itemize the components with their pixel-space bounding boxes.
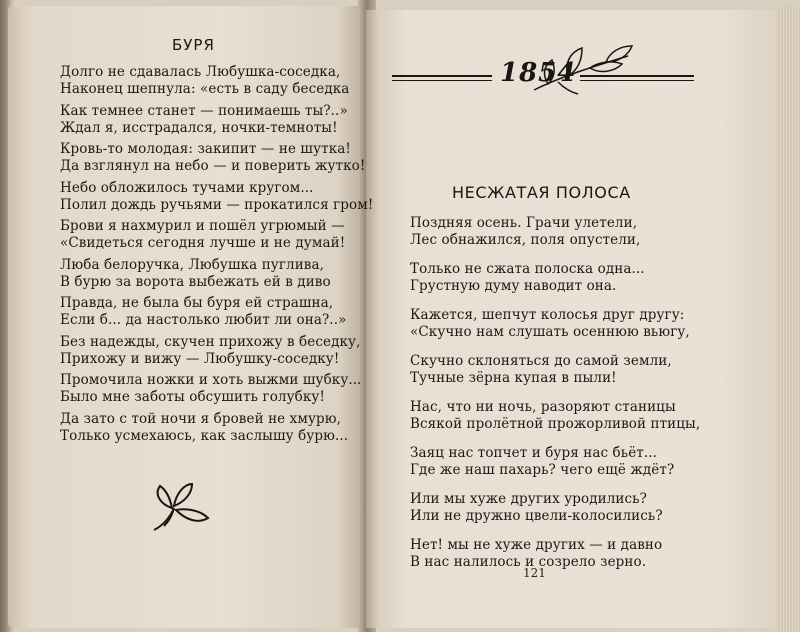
stanza bbox=[60, 257, 331, 291]
stanza bbox=[410, 215, 640, 249]
stanza bbox=[60, 141, 365, 175]
stanza bbox=[410, 261, 645, 295]
poem-line: «Скучно нам слушать осеннюю вьюгу, bbox=[410, 324, 690, 340]
poem-line: Ждал я, исстрадался, ночки-темноты! bbox=[60, 119, 338, 136]
poem-line: Скучно склоняться до самой земли, bbox=[410, 353, 672, 369]
poem-line: Люба белоручка, Любушка пуглива, bbox=[60, 256, 325, 273]
poem-line: Долго не сдавалась Любушка-соседка, bbox=[60, 64, 341, 80]
year-rule-left-thin bbox=[392, 80, 492, 81]
poem-line: Кровь-то молодая: закипит — не шутка! bbox=[60, 141, 351, 157]
page-edges bbox=[776, 6, 800, 632]
poem-line: Брови я нахмурил и пошёл угрюмый — bbox=[60, 218, 345, 234]
stanza bbox=[60, 218, 345, 252]
poem-line: Да взглянул на небо — и поверить жутко! bbox=[60, 158, 366, 174]
stanza bbox=[410, 491, 663, 525]
poem-line: В бурю за ворота выбежать ей в диво bbox=[60, 273, 331, 290]
year-heading: 1854 bbox=[500, 58, 577, 88]
poem-line: Прихожу и вижу — Любушку-соседку! bbox=[60, 350, 340, 367]
laurel-branch-icon bbox=[528, 38, 638, 98]
poem-line: Как темнее станет — понимаешь ты?..» bbox=[60, 102, 348, 119]
poem-line: Без надежды, скучен прихожу в беседку, bbox=[60, 333, 361, 350]
right-poem-title: НЕСЖАТАЯ ПОЛОСА bbox=[452, 183, 631, 202]
poem-line: Или мы хуже других уродились? bbox=[410, 491, 647, 507]
poem-line: Нас, что ни ночь, разоряют станицы bbox=[410, 399, 676, 415]
poem-line: Полил дождь ручьями — прокатился гром! bbox=[60, 196, 374, 213]
poem-line: Если б... да настолько любит ли она?..» bbox=[60, 312, 347, 328]
poem-line: Поздняя осень. Грачи улетели, bbox=[410, 215, 638, 231]
stanza bbox=[60, 295, 346, 329]
poem-line: Промочила ножки и хоть выжми шубку... bbox=[60, 372, 362, 388]
year-rule-left bbox=[392, 75, 492, 77]
poem-line: Наконец шепнула: «есть в саду беседка bbox=[60, 81, 350, 97]
stanza bbox=[60, 64, 349, 98]
stanza bbox=[60, 180, 373, 214]
poem-line: Грустную думу наводит она. bbox=[410, 278, 617, 294]
poem-line: Нет! мы не хуже других — и давно bbox=[410, 537, 663, 553]
stanza bbox=[410, 399, 700, 433]
leaf-sprig-icon bbox=[150, 478, 220, 538]
poem-line: Правда, не была бы буря ей страшна, bbox=[60, 295, 334, 311]
poem-line: Тучные зёрна купая в пыли! bbox=[410, 370, 617, 386]
stanza bbox=[60, 411, 348, 445]
stanza bbox=[60, 334, 361, 368]
poem-line: Или не дружно цвели-колосились? bbox=[410, 508, 663, 524]
stanza bbox=[60, 103, 348, 137]
stanza bbox=[60, 372, 362, 406]
stanza bbox=[410, 353, 672, 387]
poem-line: Где же наш пахарь? чего ещё ждёт? bbox=[410, 462, 675, 478]
poem-line: «Свидеться сегодня лучше и не думай! bbox=[60, 235, 346, 251]
poem-line: Кажется, шепчут колосья друг другу: bbox=[410, 307, 685, 323]
stanza bbox=[410, 307, 690, 341]
poem-line: Лес обнажился, поля опустели, bbox=[410, 232, 641, 248]
page-number: 121 bbox=[523, 566, 546, 580]
poem-line: Было мне заботы обсушить голубку! bbox=[60, 389, 325, 405]
poem-line: Да зато с той ночи я бровей не хмурю, bbox=[60, 410, 341, 427]
poem-line: Всякой пролётной прожорливой птицы, bbox=[410, 416, 701, 432]
poem-line: Небо обложилось тучами кругом... bbox=[60, 179, 314, 196]
poem-line: Только усмехаюсь, как заслышу бурю... bbox=[60, 427, 349, 444]
stanza bbox=[410, 445, 674, 479]
left-poem-title: БУРЯ bbox=[172, 36, 215, 54]
poem-line: В нас налилось и созрело зерно. bbox=[410, 554, 647, 570]
poem-line: Только не сжата полоска одна... bbox=[410, 261, 645, 277]
poem-line: Заяц нас топчет и буря нас бьёт... bbox=[410, 445, 658, 461]
